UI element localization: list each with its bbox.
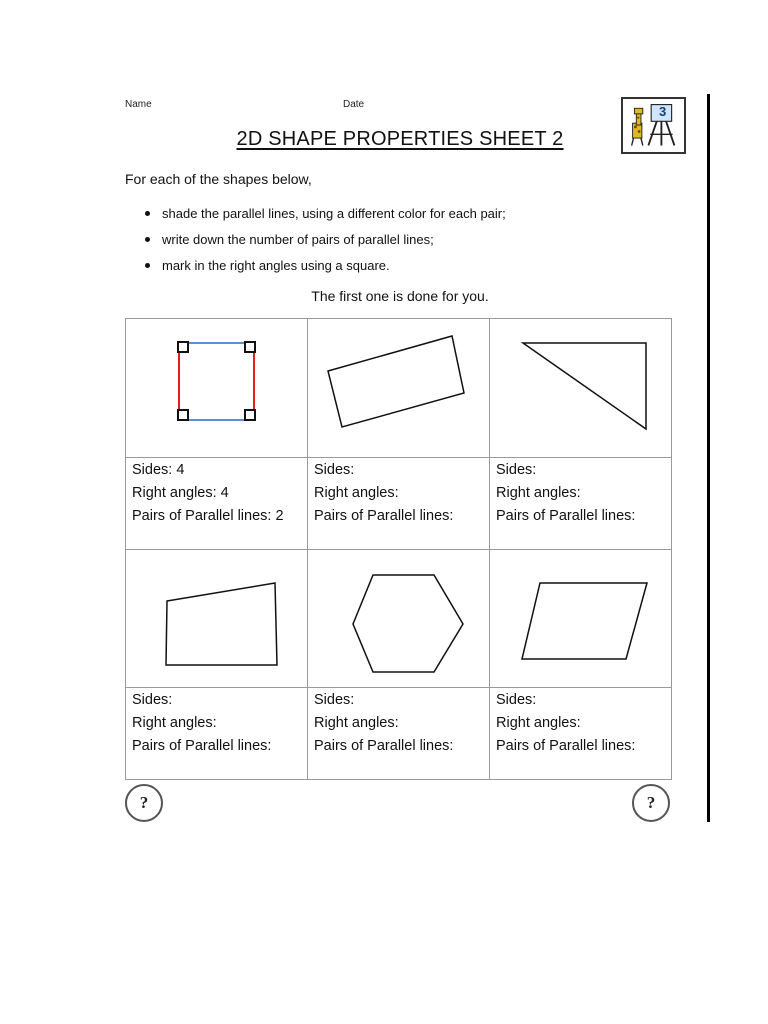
parallel-lines-label: Pairs of Parallel lines: xyxy=(132,738,272,754)
bullet-icon xyxy=(145,211,150,216)
rotated-rectangle-shape[interactable] xyxy=(308,319,489,457)
parallel-lines-label: Pairs of Parallel lines: 2 xyxy=(132,508,284,524)
parallel-lines-label: Pairs of Parallel lines: xyxy=(314,508,454,524)
example-note: The first one is done for you. xyxy=(311,288,489,304)
right-angles-label: Right angles: xyxy=(496,715,581,731)
grid-divider xyxy=(126,457,671,458)
instruction-text: mark in the right angles using a square. xyxy=(162,258,390,273)
right-angle-marker xyxy=(245,342,255,352)
page-title: 2D SHAPE PROPERTIES SHEET 2 xyxy=(236,128,564,150)
bullet-icon xyxy=(145,263,150,268)
trapezoid-shape[interactable] xyxy=(126,550,307,687)
list-item xyxy=(145,258,506,284)
sides-label: Sides: xyxy=(314,692,355,708)
right-angles-label: Right angles: xyxy=(496,485,581,501)
shape-properties xyxy=(496,459,635,528)
help-button-left[interactable]: ? xyxy=(125,784,163,822)
sides-label: Sides: xyxy=(132,692,173,708)
page-edge-line xyxy=(707,94,710,822)
logo-badge: 3 xyxy=(659,104,667,119)
date-label: Date xyxy=(343,99,365,110)
shape-properties xyxy=(314,689,453,758)
hexagon-shape[interactable] xyxy=(308,550,489,687)
sides-label: Sides: xyxy=(496,462,537,478)
instructions-intro: For each of the shapes below, xyxy=(125,171,312,187)
right-angles-label: Right angles: xyxy=(314,485,399,501)
bullet-icon xyxy=(145,237,150,242)
list-item xyxy=(145,206,506,232)
instruction-text: shade the parallel lines, using a different color for each pair; xyxy=(162,206,506,221)
parallel-lines-label: Pairs of Parallel lines: xyxy=(314,738,454,754)
instruction-list xyxy=(145,206,506,284)
right-angle-marker xyxy=(245,410,255,420)
sides-label: Sides: xyxy=(314,462,355,478)
right-angles-label: Right angles: 4 xyxy=(132,485,229,501)
right-triangle-shape[interactable] xyxy=(490,319,672,457)
parallel-lines-label: Pairs of Parallel lines: xyxy=(496,508,636,524)
instruction-text: write down the number of pairs of parallel lines; xyxy=(162,232,434,247)
help-button-right[interactable]: ? xyxy=(632,784,670,822)
right-angles-label: Right angles: xyxy=(314,715,399,731)
parallel-lines-label: Pairs of Parallel lines: xyxy=(496,738,636,754)
right-angle-marker xyxy=(178,342,188,352)
shape-properties xyxy=(314,459,453,528)
shape-properties xyxy=(496,689,635,758)
sides-label: Sides: xyxy=(496,692,537,708)
list-item xyxy=(145,232,506,258)
right-angle-marker xyxy=(178,410,188,420)
right-angles-label: Right angles: xyxy=(132,715,217,731)
square-shape[interactable] xyxy=(126,319,307,457)
parallelogram-shape[interactable] xyxy=(490,550,672,687)
shape-properties xyxy=(132,689,271,758)
shape-properties xyxy=(132,459,284,528)
sides-label: Sides: 4 xyxy=(132,462,185,478)
grid-divider xyxy=(126,687,671,688)
name-label: Name xyxy=(125,99,152,110)
shape-grid xyxy=(125,318,672,780)
